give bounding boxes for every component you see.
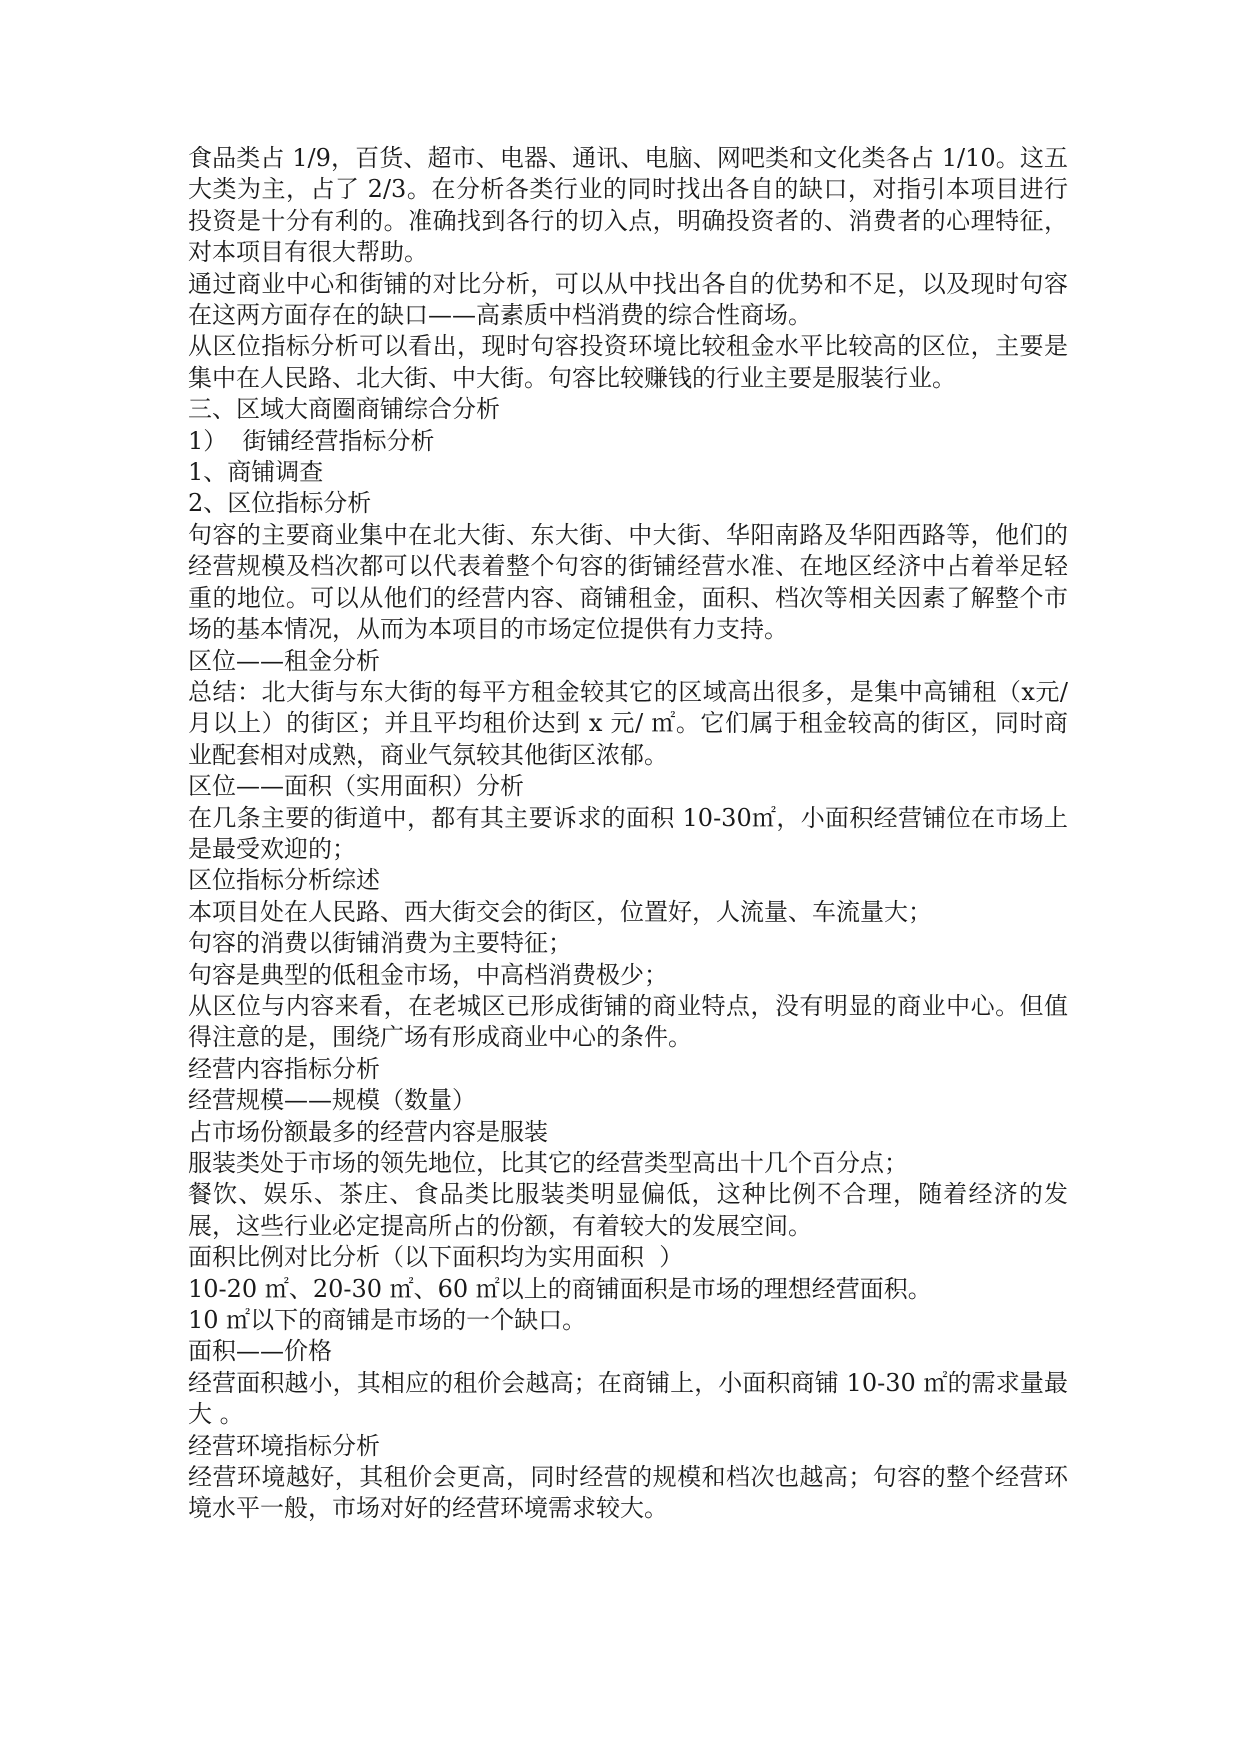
paragraph: 句容的消费以街铺消费为主要特征； bbox=[188, 929, 572, 958]
topic-heading: 经营内容指标分析 bbox=[188, 1054, 380, 1083]
paragraph: 在几条主要的街道中，都有其主要诉求的面积 10-30㎡，小面积经营铺位在市场上是最受欢迎的； bbox=[188, 803, 1068, 863]
paragraph: 占市场份额最多的经营内容是服装 bbox=[188, 1117, 548, 1146]
paragraph: 经营环境越好，其租价会更高，同时经营的规模和档次也越高；句容的整个经营环境水平一般，市场对好的经营环境需求较大。 bbox=[188, 1463, 1068, 1523]
paragraph: 餐饮、娱乐、茶庄、食品类比服装类明显偏低，这种比例不合理，随着经济的发展，这些行业必定提高所占的份额，有着较大的发展空间。 bbox=[188, 1180, 1068, 1240]
topic-heading: 面积——价格 bbox=[188, 1337, 332, 1366]
paragraph: 通过商业中心和街铺的对比分析，可以从中找出各自的优势和不足，以及现时句容在这两方面存在的缺口——高素质中档消费的综合性商场。 bbox=[188, 269, 1068, 330]
section-heading: 三、区域大商圈商铺综合分析 bbox=[188, 395, 500, 424]
paragraph: 经营面积越小，其相应的租价会越高；在商铺上，小面积商铺 10-30 ㎡的需求量最大 。 bbox=[188, 1368, 1068, 1429]
paragraph: 总结：北大街与东大街的每平方租金较其它的区域高出很多，是集中高铺租（x元/月以上）的街区；并且平均租价达到 x 元/ ㎡。它们属于租金较高的街区，同时商业配套相对成熟，商业气氛较其他街区浓郁。 bbox=[188, 677, 1068, 769]
paragraph: 从区位指标分析可以看出，现时句容投资环境比较租金水平比较高的区位，主要是集中在人民路、北大街、中大街。句容比较赚钱的行业主要是服装行业。 bbox=[188, 332, 1068, 392]
subsection-heading: 1） 街铺经营指标分析 bbox=[188, 426, 435, 455]
topic-heading: 面积比例对比分析（以下面积均为实用面积 ） bbox=[188, 1243, 684, 1272]
topic-heading: 经营规模——规模（数量） bbox=[188, 1086, 476, 1115]
topic-heading: 区位——面积（实用面积）分析 bbox=[188, 772, 524, 801]
subsection-heading: 1、商铺调查 bbox=[188, 458, 324, 487]
paragraph: 句容的主要商业集中在北大街、东大街、中大街、华阳南路及华阳西路等，他们的经营规模及档次都可以代表着整个句容的街铺经营水准、在地区经济中占着举足轻重的地位。可以从他们的经营内容、商铺租金，面积、档次等相关因素了解整个市场的基本情况，从而为本项目的市场定位提供有力支持。 bbox=[188, 520, 1068, 644]
topic-heading: 区位指标分析综述 bbox=[188, 866, 380, 895]
paragraph: 10 ㎡以下的商铺是市场的一个缺口。 bbox=[188, 1306, 587, 1335]
subsection-heading: 2、区位指标分析 bbox=[188, 489, 372, 518]
topic-heading: 经营环境指标分析 bbox=[188, 1431, 380, 1460]
paragraph: 服装类处于市场的领先地位，比其它的经营类型高出十几个百分点； bbox=[188, 1149, 908, 1177]
paragraph: 食品类占 1/9，百货、超市、电器、通讯、电脑、网吧类和文化类各占 1/10。这五大类为主，占了 2/3。在分析各类行业的同时找出各自的缺口，对指引本项目进行投资是十分有利的。准确找到各行的切入点，明确投资者的、消费者的心理特征，对本项目有很大帮助。 bbox=[188, 144, 1068, 267]
paragraph: 10-20 ㎡、20-30 ㎡、60 ㎡以上的商铺面积是市场的理想经营面积。 bbox=[188, 1274, 932, 1303]
paragraph: 句容是典型的低租金市场，中高档消费极少； bbox=[188, 960, 668, 989]
topic-heading: 区位——租金分析 bbox=[188, 646, 380, 675]
paragraph: 本项目处在人民路、西大街交会的街区，位置好，人流量、车流量大； bbox=[188, 897, 932, 926]
paragraph: 从区位与内容来看，在老城区已形成街铺的商业特点，没有明显的商业中心。但值得注意的是，围绕广场有形成商业中心的条件。 bbox=[188, 991, 1068, 1052]
document-body bbox=[188, 143, 1068, 1525]
